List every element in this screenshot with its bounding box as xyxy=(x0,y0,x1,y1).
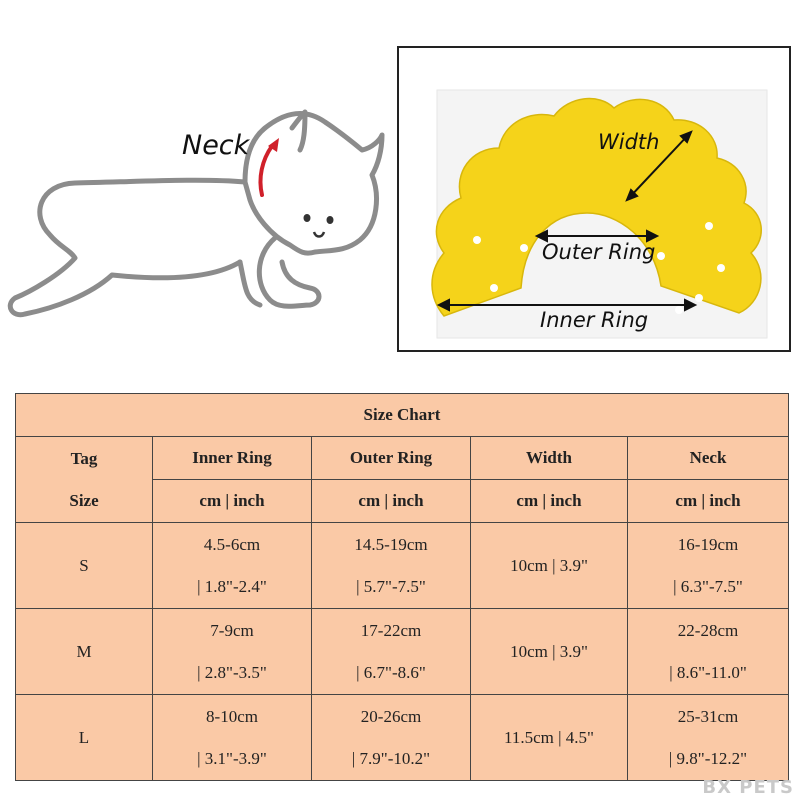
cm-value: 25-31cm xyxy=(677,706,739,726)
tag-header-line1: Tag xyxy=(70,448,98,468)
size-cell: S xyxy=(16,523,153,609)
col-header-width: Width xyxy=(471,437,628,480)
width-cell: 11.5cm | 4.5" xyxy=(471,695,628,781)
unit-label: cm | inch xyxy=(153,480,312,523)
col-header-neck: Neck xyxy=(628,437,789,480)
cm-value: 16-19cm xyxy=(677,534,739,554)
size-chart-table xyxy=(15,393,789,781)
cat-drawing xyxy=(0,90,395,350)
col-header-inner-ring: Inner Ring xyxy=(153,437,312,480)
width-cell: 10cm | 3.9" xyxy=(471,609,628,695)
size-cell: M xyxy=(16,609,153,695)
col-header-outer-ring: Outer Ring xyxy=(312,437,471,480)
outer-ring-cell xyxy=(312,695,471,781)
inner-ring-cell xyxy=(153,609,312,695)
cat-illustration xyxy=(0,90,395,350)
inner-ring-label: Inner Ring xyxy=(540,308,649,332)
inch-value: | 6.3"-7.5" xyxy=(673,576,743,596)
tag-header-line2: Size xyxy=(69,490,99,510)
tag-size-header xyxy=(16,437,153,523)
cm-value: 4.5-6cm xyxy=(203,534,261,554)
neck-cell xyxy=(628,523,789,609)
inch-value: | 9.8"-12.2" xyxy=(668,748,748,768)
unit-label: cm | inch xyxy=(312,480,471,523)
inch-value: | 2.8"-3.5" xyxy=(197,662,267,682)
cm-value: 17-22cm xyxy=(360,620,422,640)
cm-value: 7-9cm xyxy=(210,620,254,640)
cm-value: 14.5-19cm xyxy=(354,534,428,554)
width-cell: 10cm | 3.9" xyxy=(471,523,628,609)
inch-value: | 3.1"-3.9" xyxy=(197,748,267,768)
table-row xyxy=(16,523,789,609)
collar-drawing xyxy=(399,48,789,350)
table-row xyxy=(16,609,789,695)
table-row xyxy=(16,695,789,781)
unit-label: cm | inch xyxy=(628,480,789,523)
inch-value: | 5.7"-7.5" xyxy=(356,576,426,596)
cm-value: 8-10cm xyxy=(206,706,258,726)
neck-cell xyxy=(628,609,789,695)
size-cell: L xyxy=(16,695,153,781)
inner-ring-cell xyxy=(153,695,312,781)
neck-label: Neck xyxy=(182,130,250,161)
outer-ring-cell xyxy=(312,609,471,695)
cm-value: 22-28cm xyxy=(677,620,739,640)
inner-ring-cell xyxy=(153,523,312,609)
inch-value: | 1.8"-2.4" xyxy=(197,576,267,596)
inch-value: | 7.9"-10.2" xyxy=(351,748,431,768)
cm-value: 20-26cm xyxy=(360,706,422,726)
width-label: Width xyxy=(598,130,660,154)
collar-photo xyxy=(397,46,791,352)
outer-ring-cell xyxy=(312,523,471,609)
brand-watermark: BX PETS xyxy=(702,777,794,798)
inch-value: | 8.6"-11.0" xyxy=(669,662,747,682)
inch-value: | 6.7"-8.6" xyxy=(356,662,426,682)
size-chart-title: Size Chart xyxy=(16,394,789,437)
outer-ring-label: Outer Ring xyxy=(542,240,656,264)
neck-cell xyxy=(628,695,789,781)
unit-label: cm | inch xyxy=(471,480,628,523)
